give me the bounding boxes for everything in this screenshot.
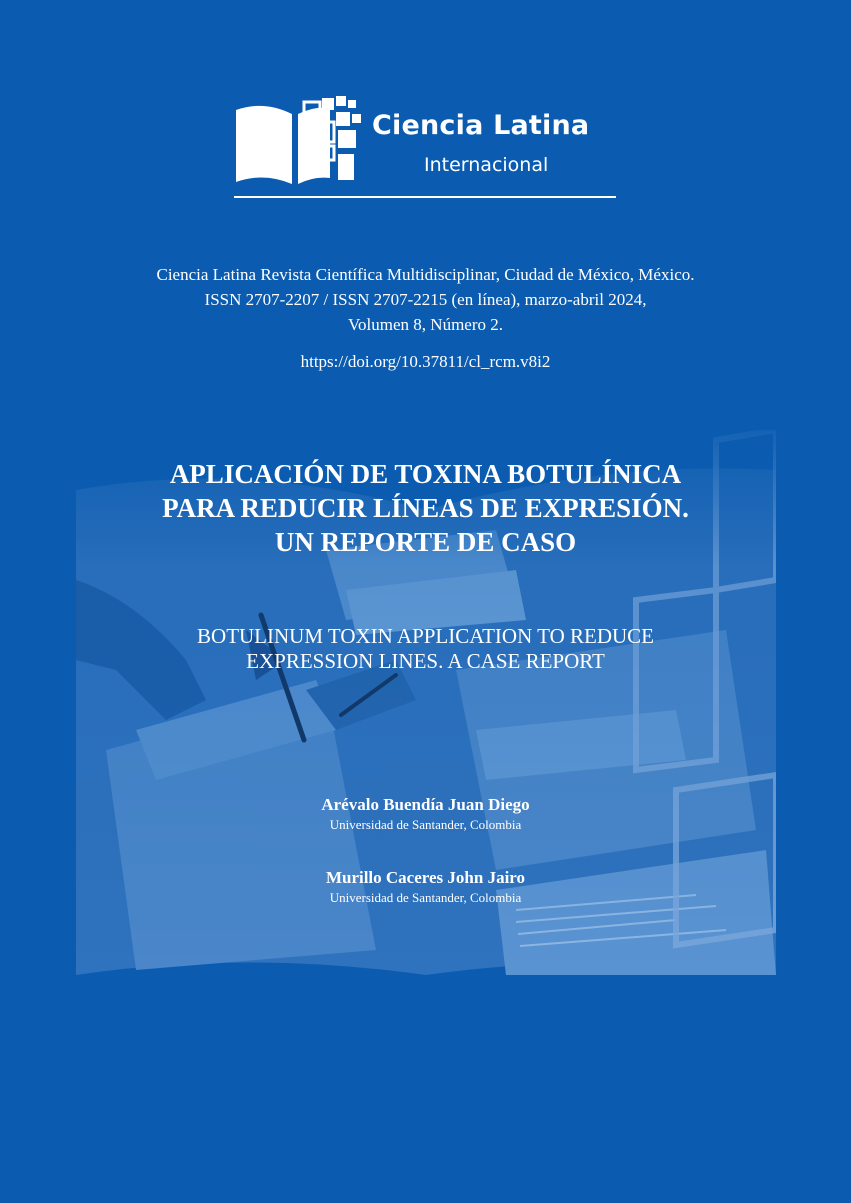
title-en-line-2: EXPRESSION LINES. A CASE REPORT [246,649,605,673]
journal-logo [234,96,618,204]
author-name: Arévalo Buendía Juan Diego [321,795,530,814]
open-book-pixel-icon [234,96,364,188]
doi-link[interactable]: https://doi.org/10.37811/cl_rcm.v8i2 [300,352,551,371]
title-en-line-1: BOTULINUM TOXIN APPLICATION TO REDUCE [197,624,654,648]
journal-line-1: Ciencia Latina Revista Científica Multidisciplinar, Ciudad de México, México. [156,265,695,284]
brand-subtitle: Internacional [424,154,549,176]
title-es-line-1: APLICACIÓN DE TOXINA BOTULÍNICA [169,459,682,489]
article-title-en [90,624,761,674]
author-block [200,867,651,907]
logo-divider [234,196,616,198]
journal-line-3: Volumen 8, Número 2. [347,315,504,334]
author-affiliation: Universidad de Santander, Colombia [329,817,522,832]
author-affiliation: Universidad de Santander, Colombia [329,890,522,905]
title-es-line-3: UN REPORTE DE CASO [274,527,577,557]
author-name: Murillo Caceres John Jairo [325,868,526,887]
article-title-es [90,457,761,559]
brand-name: Ciencia Latina [372,110,590,141]
author-block [200,794,651,834]
title-es-line-2: PARA REDUCIR LÍNEAS DE EXPRESIÓN. [162,493,689,523]
journal-line-2: ISSN 2707-2207 / ISSN 2707-2215 (en línea), marzo-abril 2024, [204,290,647,309]
journal-info [60,262,791,337]
